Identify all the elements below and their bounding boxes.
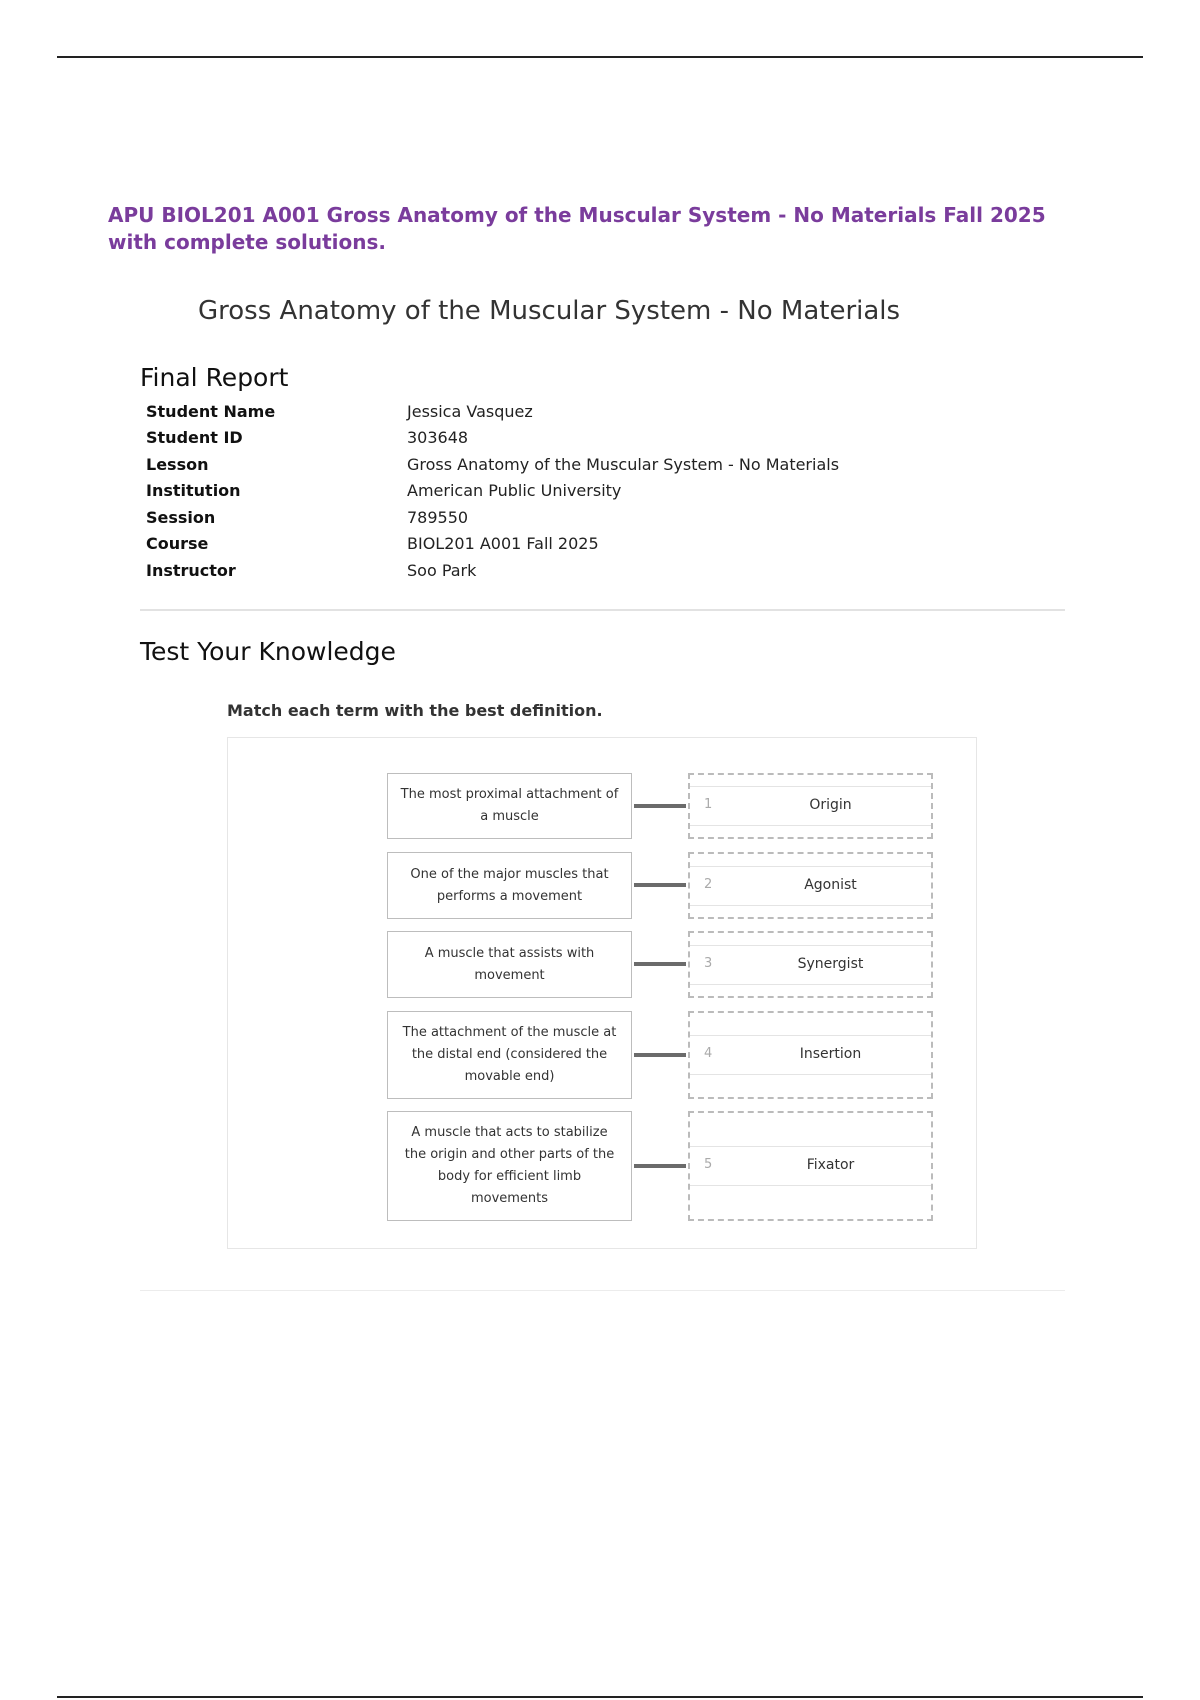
lesson-title: Gross Anatomy of the Muscular System - No Materials [198, 296, 901, 326]
match-connector [634, 804, 686, 808]
section-divider [140, 609, 1065, 611]
definition-text: The attachment of the muscle at the distal end (considered the movable end) [402, 1025, 617, 1084]
info-row-session [146, 506, 1046, 530]
info-value: American Public University [407, 481, 622, 500]
term-label: Insertion [799, 1046, 862, 1062]
info-value: Jessica Vasquez [407, 402, 533, 421]
term-chip[interactable] [690, 1146, 931, 1186]
info-label: Session [146, 508, 216, 527]
info-row-institution [146, 479, 1046, 503]
match-connector [634, 1164, 686, 1168]
document-heading: APU BIOL201 A001 Gross Anatomy of the Muscular System - No Materials Fall 2025 with complete solutions. [108, 203, 1046, 254]
term-chip[interactable] [690, 945, 931, 985]
definition-box [387, 1111, 632, 1221]
term-drop-slot[interactable] [688, 1111, 933, 1221]
definition-text: One of the major muscles that performs a movement [410, 866, 609, 904]
term-number: 3 [704, 955, 713, 971]
definition-box [387, 773, 632, 839]
info-value: 789550 [407, 508, 469, 527]
term-number: 5 [704, 1157, 713, 1172]
term-number: 2 [704, 876, 713, 892]
section-divider [140, 1290, 1065, 1291]
term-label: Synergist [797, 955, 864, 972]
definition-box [387, 852, 632, 919]
final-report-title: Final Report [140, 363, 289, 392]
info-row-student-name [146, 400, 1046, 424]
term-chip[interactable] [690, 786, 931, 826]
term-drop-slot[interactable] [688, 852, 933, 919]
info-row-instructor [146, 559, 1046, 583]
info-value: 303648 [407, 428, 469, 447]
info-label: Lesson [146, 455, 209, 474]
term-chip[interactable] [690, 1035, 931, 1075]
bottom-rule [57, 1696, 1143, 1698]
test-your-knowledge-title: Test Your Knowledge [140, 637, 396, 666]
definition-text: A muscle that acts to stabilize the origin and other parts of the body for efficient limb movements [404, 1125, 615, 1206]
term-number: 1 [704, 797, 713, 812]
term-drop-slot[interactable] [688, 773, 933, 839]
info-value: Gross Anatomy of the Muscular System - No Materials [407, 455, 840, 474]
info-label: Student Name [146, 402, 276, 421]
info-label: Instructor [146, 561, 236, 580]
info-label: Course [146, 534, 209, 553]
matching-instruction: Match each term with the best definition. [227, 701, 603, 720]
term-label: Fixator [806, 1157, 855, 1173]
term-label: Origin [809, 797, 852, 813]
term-chip[interactable] [690, 866, 931, 906]
info-row-student-id [146, 426, 1046, 450]
definition-box [387, 931, 632, 998]
definition-box [387, 1011, 632, 1099]
matching-panel [227, 737, 977, 1249]
term-label: Agonist [804, 876, 857, 893]
info-label: Student ID [146, 428, 243, 447]
top-rule [57, 56, 1143, 58]
term-number: 4 [704, 1046, 713, 1061]
info-value: Soo Park [407, 561, 477, 580]
definition-text: A muscle that assists with movement [424, 945, 595, 983]
info-row-course [146, 532, 1046, 556]
match-connector [634, 1053, 686, 1057]
definition-text: The most proximal attachment of a muscle [400, 787, 619, 824]
info-value: BIOL201 A001 Fall 2025 [407, 534, 599, 553]
match-connector [634, 883, 686, 887]
info-row-lesson [146, 453, 1046, 477]
match-connector [634, 962, 686, 966]
term-drop-slot[interactable] [688, 931, 933, 998]
term-drop-slot[interactable] [688, 1011, 933, 1099]
info-label: Institution [146, 481, 241, 500]
